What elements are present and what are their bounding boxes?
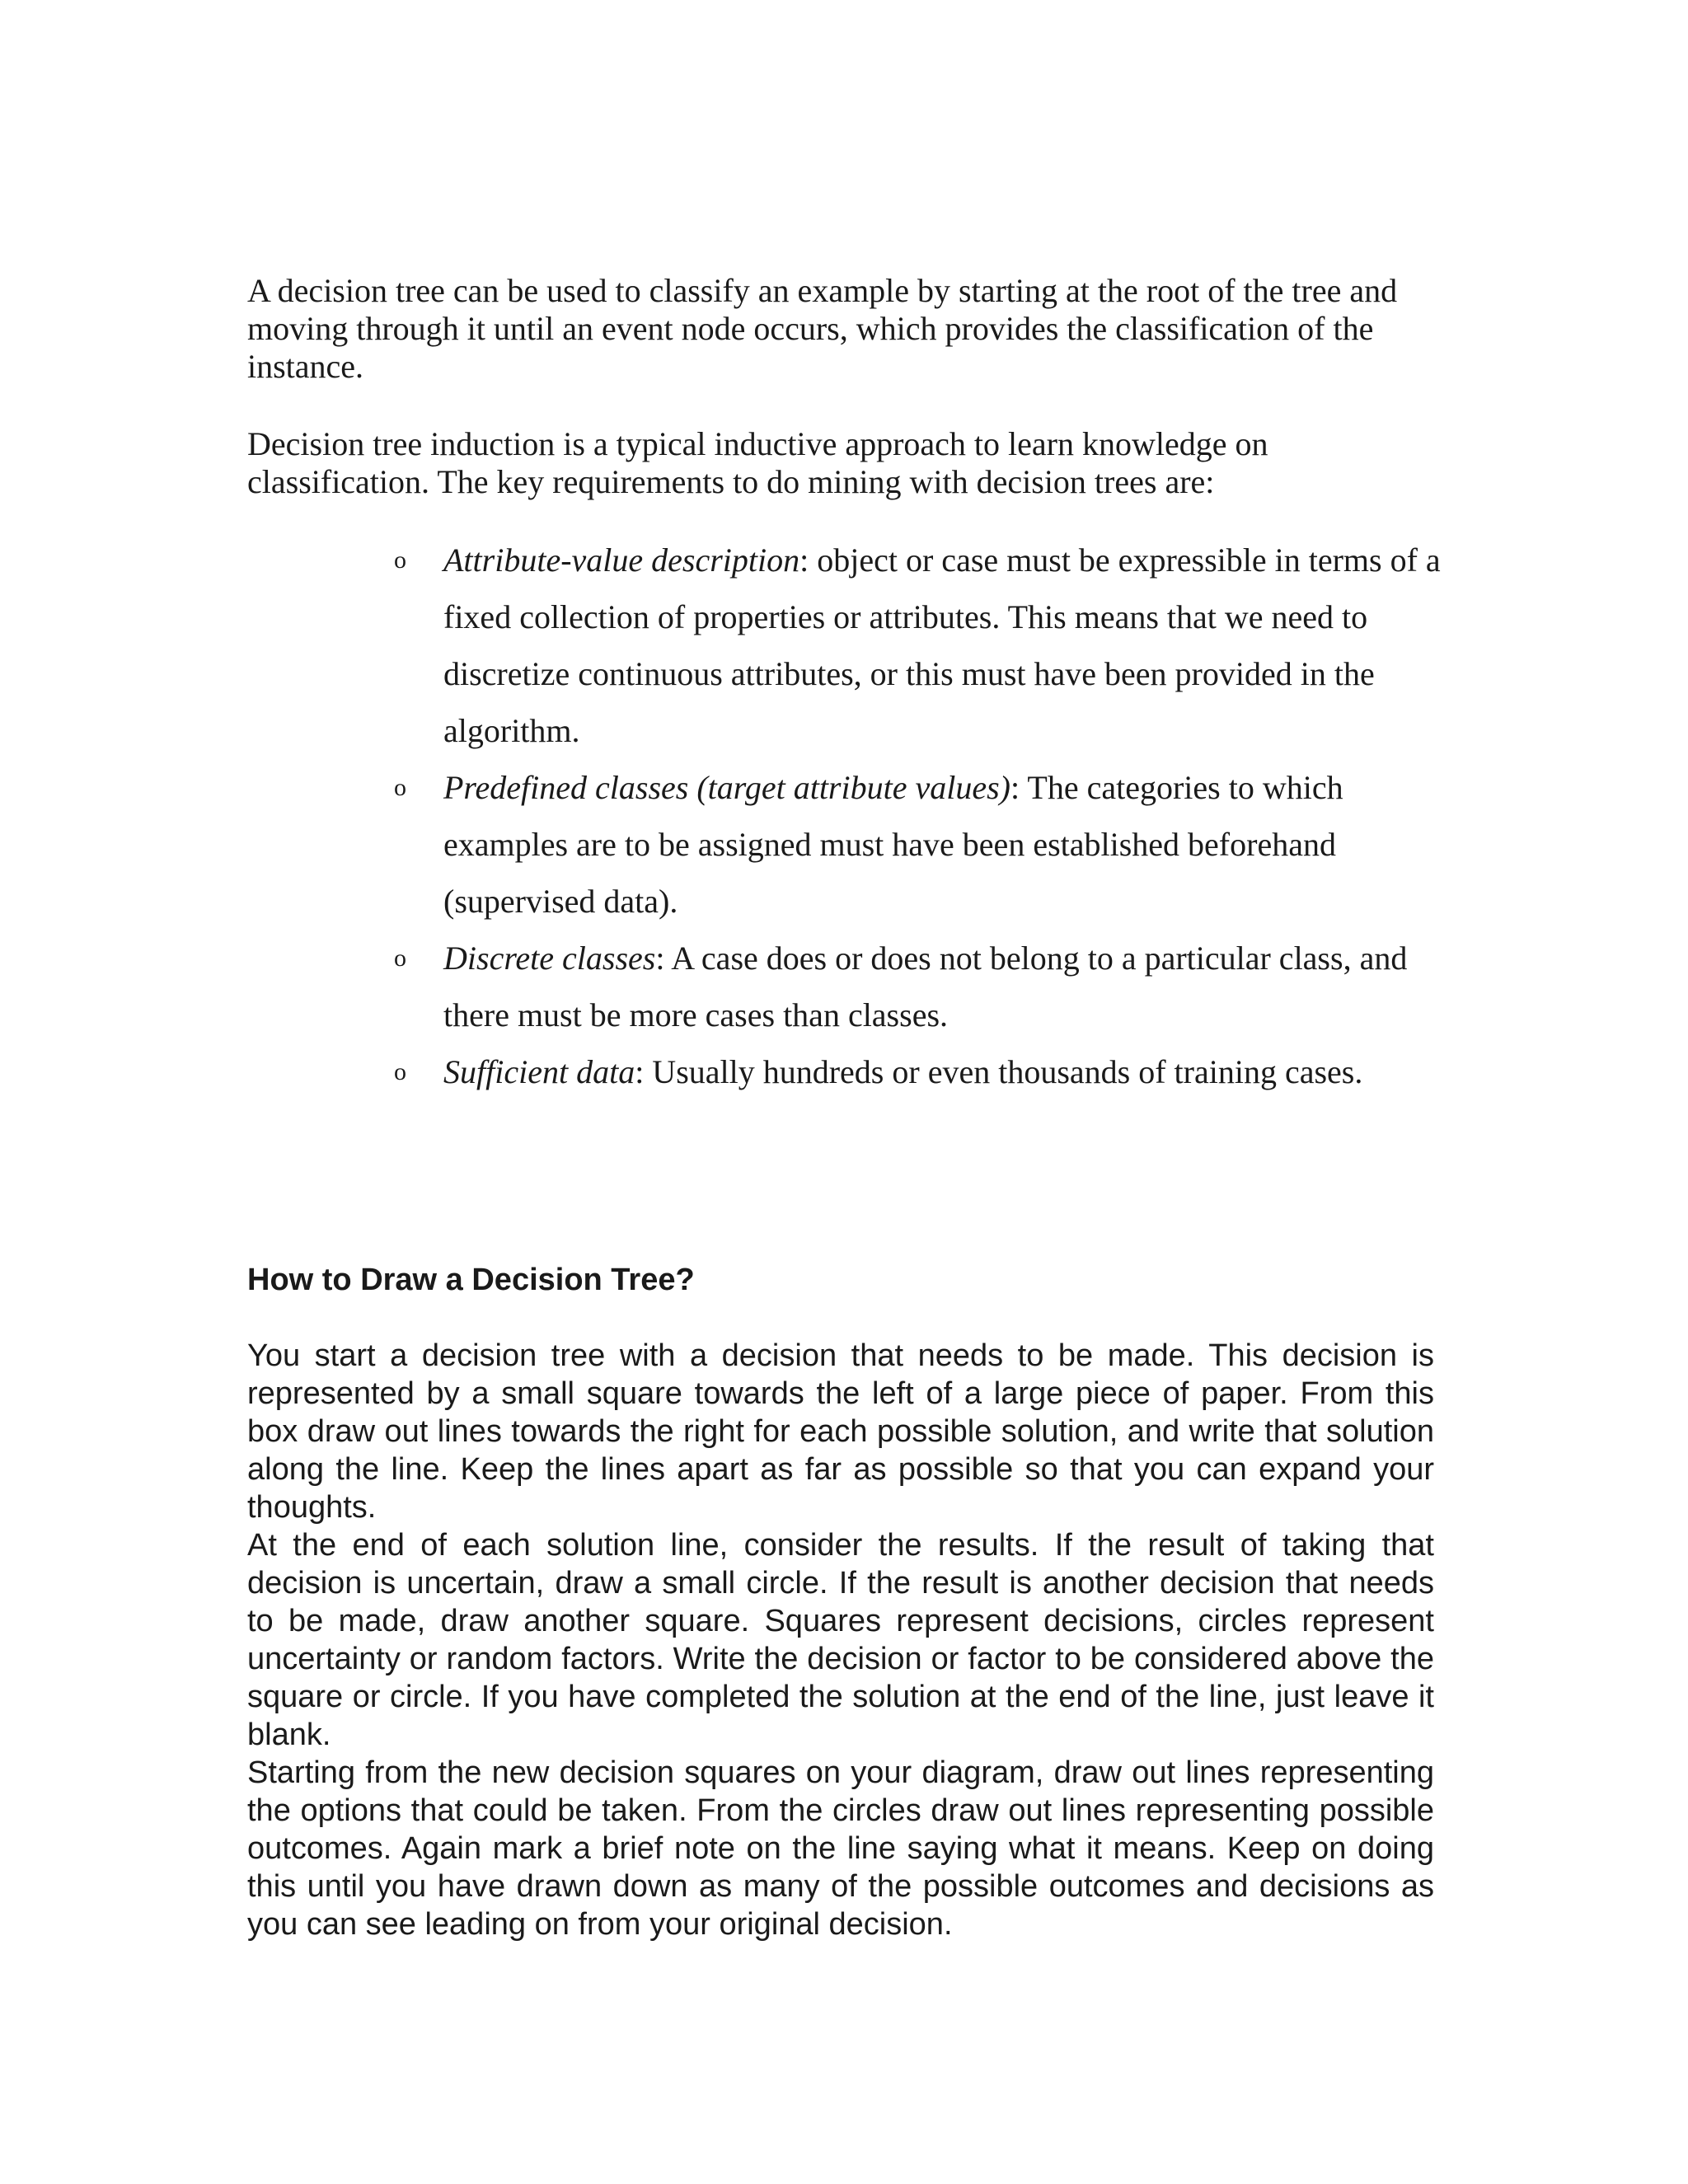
requirement-term: Discrete classes <box>443 940 656 977</box>
requirement-term: Sufficient data <box>443 1053 635 1090</box>
requirement-term: Attribute-value description <box>443 541 800 579</box>
section-heading: How to Draw a Decision Tree? <box>247 1263 695 1297</box>
bullet-marker: o <box>394 774 406 801</box>
section-body <box>247 1337 1434 1943</box>
section-paragraph-1: You start a decision tree with a decision that needs to be made. This decision is represented by a small square towards the left of a large piece of paper. From this box draw out lines towards the right for each possible solution, and write that solution along the line. Keep the lines apart as far as possible so that you can expand your thoughts. <box>247 1338 1434 1525</box>
section-paragraph-3: Starting from the new decision squares on your diagram, draw out lines representing the options that could be taken. From the circles draw out lines representing possible outcomes. Again mark a brief note on the line saying what it means. Keep on doing this until you have drawn down as many of the possible outcomes and decisions as you can see leading on from your original decision. <box>247 1755 1434 1942</box>
list-item <box>247 1043 1449 1100</box>
intro-paragraph-1: A decision tree can be used to classify an example by starting at the root of the tree and moving through it until an event node occurs, which provides the classification of the instance. <box>247 272 1398 385</box>
intro-paragraph-2: Decision tree induction is a typical inductive approach to learn knowledge on classification. The key requirements to do mining with decision trees are: <box>247 425 1268 500</box>
requirements-list <box>247 532 1451 1100</box>
bullet-marker: o <box>394 546 406 574</box>
requirement-text: : The categories to which examples are to be assigned must have been established beforehand (supervised data). <box>443 769 1343 920</box>
requirement-text: : object or case must be expressible in terms of a fixed collection of properties or attributes. This means that we need to discretize continuous attributes, or this must have been provided in the algorithm. <box>443 541 1441 749</box>
bullet-marker: o <box>394 1058 406 1085</box>
list-item <box>247 759 1449 930</box>
section-paragraph-2: At the end of each solution line, consider the results. If the result of taking that decision is uncertain, draw a small circle. If the result is another decision that needs to be made, draw another square. Squares represent decisions, circles represent uncertainty or random factors. Write the decision or factor to be considered above the square or circle. If you have completed the solution at the end of the line, just leave it blank. <box>247 1528 1434 1752</box>
requirement-term: Predefined classes (target attribute values) <box>443 769 1010 806</box>
requirement-text: : Usually hundreds or even thousands of training cases. <box>635 1053 1363 1090</box>
bullet-marker: o <box>394 944 406 972</box>
list-item <box>247 930 1449 1043</box>
requirement-text: : A case does or does not belong to a particular class, and there must be more cases than classes. <box>443 940 1408 1033</box>
list-item <box>247 532 1449 759</box>
